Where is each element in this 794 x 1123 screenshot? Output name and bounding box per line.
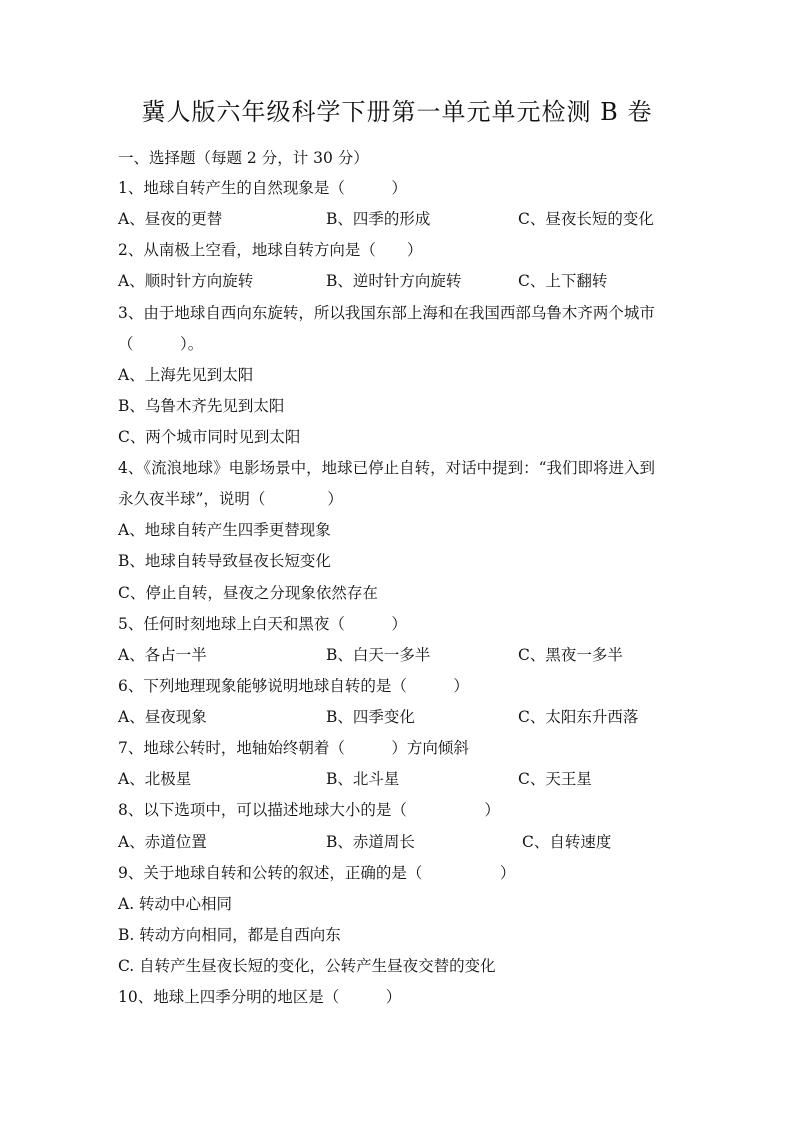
- option-a: A、顺时针方向旋转: [118, 272, 254, 290]
- option-a: A、昼夜的更替: [118, 210, 223, 228]
- question-9-option-a: A. 转动中心相同: [118, 895, 233, 913]
- question-3-option-c: C、两个城市同时见到太阳: [118, 428, 301, 446]
- question-3-stem-cont: （ ）。: [118, 335, 204, 353]
- question-4-option-b: B、地球自转导致昼夜长短变化: [118, 552, 331, 570]
- question-3-stem: 3、由于地球自西向东旋转，所以我国东部上海和在我国西部乌鲁木齐两个城市: [118, 304, 655, 322]
- question-1-stem: 1、地球自转产生的自然现象是（ ）: [118, 179, 407, 197]
- option-b: B、白天一多半: [326, 646, 431, 664]
- page-title: 冀人版六年级科学下册第一单元单元检测 B 卷: [141, 98, 653, 126]
- question-4-stem: 4、《流浪地球》电影场景中，地球已停止自转，对话中提到：“我们即将进入到: [118, 459, 656, 477]
- option-a: A、北极星: [118, 770, 192, 788]
- question-4-option-a: A、地球自转产生四季更替现象: [118, 521, 331, 539]
- option-a: A、昼夜现象: [118, 708, 207, 726]
- question-8-stem: 8、以下选项中，可以描述地球大小的是（ ）: [118, 801, 500, 819]
- question-9-stem: 9、关于地球自转和公转的叙述，正确的是（ ）: [118, 864, 516, 882]
- option-c: C、太阳东升西落: [518, 708, 639, 726]
- option-a: A、赤道位置: [118, 833, 207, 851]
- option-b: B、四季的形成: [326, 210, 431, 228]
- option-b: B、赤道周长: [326, 833, 415, 851]
- question-6-stem: 6、下列地理现象能够说明地球自转的是（ ）: [118, 677, 469, 695]
- option-c: C、自转速度: [522, 833, 612, 851]
- question-5-stem: 5、任何时刻地球上白天和黑夜（ ）: [118, 615, 407, 633]
- option-c: C、天王星: [518, 770, 592, 788]
- section-heading: 一、选择题（每题 2 分，计 30 分）: [118, 149, 369, 167]
- option-c: C、昼夜长短的变化: [518, 210, 654, 228]
- question-3-option-b: B、乌鲁木齐先见到太阳: [118, 397, 285, 415]
- option-b: B、北斗星: [326, 770, 400, 788]
- question-7-stem: 7、地球公转时，地轴始终朝着（ ）方向倾斜: [118, 739, 469, 757]
- option-c: C、上下翻转: [518, 272, 608, 290]
- question-9-option-b: B. 转动方向相同，都是自西向东: [118, 926, 341, 944]
- question-10-stem: 10、地球上四季分明的地区是（ ）: [118, 988, 402, 1006]
- question-2-stem: 2、从南极上空看，地球自转方向是（ ）: [118, 241, 423, 259]
- question-9-option-c: C. 自转产生昼夜长短的变化，公转产生昼夜交替的变化: [118, 957, 496, 975]
- question-4-option-c: C、停止自转，昼夜之分现象依然存在: [118, 584, 378, 602]
- option-b: B、四季变化: [326, 708, 415, 726]
- question-4-stem-cont: 永久夜半球”，说明（ ）: [118, 490, 343, 508]
- option-b: B、逆时针方向旋转: [326, 272, 462, 290]
- option-a: A、各占一半: [118, 646, 207, 664]
- question-3-option-a: A、上海先见到太阳: [118, 366, 254, 384]
- option-c: C、黑夜一多半: [518, 646, 623, 664]
